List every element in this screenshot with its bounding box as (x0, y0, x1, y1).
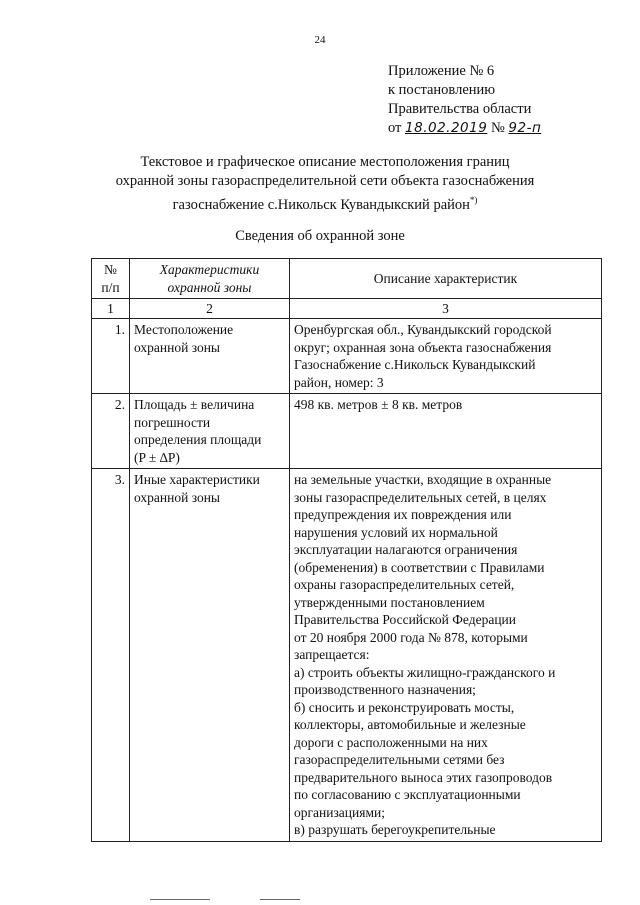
table-row (92, 394, 602, 469)
zone-info-table (91, 258, 602, 842)
section-subtitle: Сведения об охранной зоне (235, 228, 405, 244)
title-line-3 (60, 191, 590, 215)
table-index-row (92, 299, 602, 319)
header-description: Описание характеристик (290, 259, 602, 299)
number-prefix: № (490, 120, 505, 136)
header-number: № п/п (92, 259, 130, 299)
appendix-line: к постановлению (388, 82, 496, 98)
appendix-date-line (388, 119, 541, 138)
row-characteristic: Площадь ± величина погрешности определения площади (P ± ∆P) (130, 394, 290, 469)
index-cell: 3 (290, 299, 602, 319)
date-prefix: от (388, 120, 402, 136)
row-number: 3. (92, 469, 130, 842)
row-characteristic: Иные характеристики охранной зоны (130, 469, 290, 842)
appendix-block (388, 62, 541, 138)
scan-mark (260, 899, 300, 900)
page-number: 24 (314, 34, 326, 46)
table-row (92, 319, 602, 394)
document-title (60, 153, 590, 215)
header-characteristics: Характеристики охранной зоны (130, 259, 290, 299)
index-cell: 1 (92, 299, 130, 319)
handwritten-date: 18.02.2019 (405, 120, 488, 136)
appendix-line: Приложение № 6 (388, 63, 495, 79)
footnote-mark: *) (469, 195, 478, 205)
title-line: охранной зоны газораспределительной сети объекта газоснабжения (115, 173, 535, 189)
row-number: 2. (92, 394, 130, 469)
scan-marks (150, 899, 350, 901)
table-row (92, 469, 602, 842)
title-line: газоснабжение с.Никольск Кувандыкский район (172, 196, 470, 213)
row-description: Оренбургская обл., Кувандыкский городской округ; охранная зона объекта газоснабжения Газоснабжение с.Никольск Кувандыкский район, номер: 3 (290, 319, 602, 394)
title-line: Текстовое и графическое описание местоположения границ (140, 154, 510, 170)
row-number: 1. (92, 319, 130, 394)
handwritten-number: 92-п (508, 120, 542, 136)
row-description: на земельные участки, входящие в охранные зоны газораспределительных сетей, в целях предупреждения их повреждения или нарушения условий их нормальной эксплуатации налагаются ограничения (обременения) в соответствии с Правилами охраны газораспределительных сетей, утвержденными постановлением Правительства Российской Федерации от 20 ноября 2000 года № 878, которыми запрещается: а) строить объекты жилищно-гражданского и производственного назначения; б) сносить и реконструировать мосты, коллекторы, автомобильные и железные дороги с расположенными на них газораспределительными сетями без предварительного выноса этих газопроводов по согласованию с эксплуатационными организациями; в) разрушать берегоукрепительные (290, 469, 602, 842)
table-header-row (92, 259, 602, 299)
row-characteristic: Местоположение охранной зоны (130, 319, 290, 394)
appendix-line: Правительства области (388, 101, 532, 117)
scan-mark (150, 899, 210, 900)
index-cell: 2 (130, 299, 290, 319)
row-description: 498 кв. метров ± 8 кв. метров (290, 394, 602, 469)
